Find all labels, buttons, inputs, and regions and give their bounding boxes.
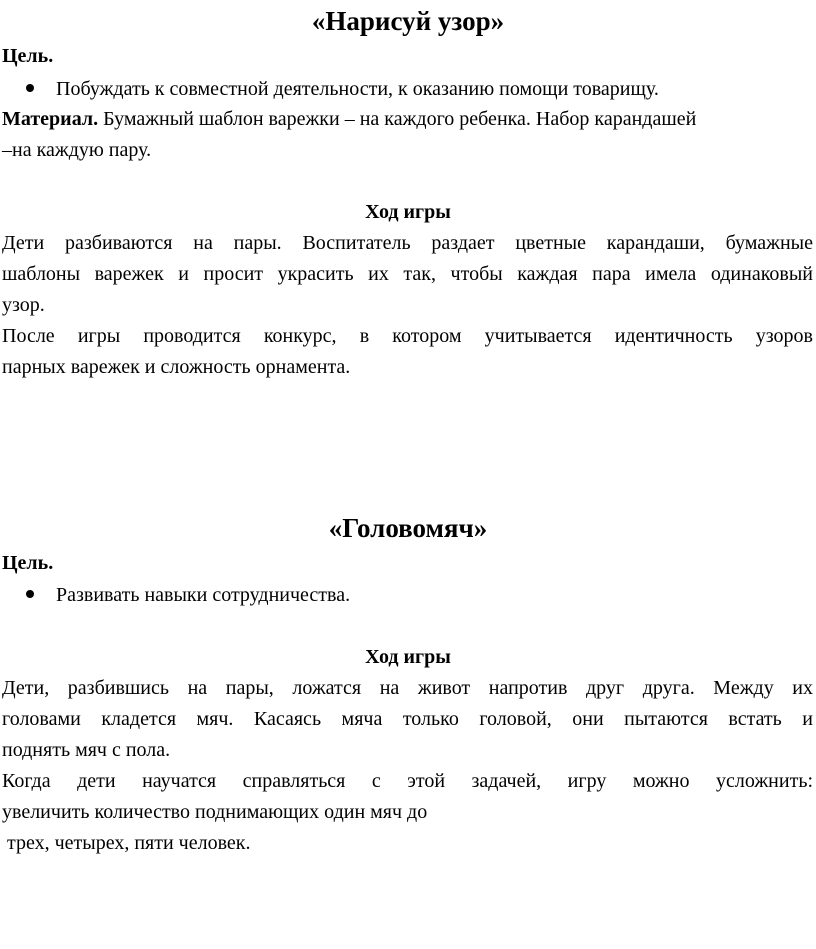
game1-paragraph-2 bbox=[2, 321, 813, 383]
game1-material-text-line1: Бумажный шаблон варежки – на каждого ребенка. Набор карандашей bbox=[98, 108, 697, 130]
game1-p2-line2: парных варежек и сложность орнамента. bbox=[2, 356, 351, 378]
bullet-icon bbox=[26, 590, 34, 598]
game2-p2-line3: трех, четырех, пяти человек. bbox=[2, 832, 251, 854]
game1-p1-line1: Дети разбиваются на пары. Воспитатель раздает цветные карандаши, бумажные bbox=[2, 232, 813, 254]
game2-p2-line2: увеличить количество поднимающих один мяч до bbox=[2, 801, 428, 823]
game1-goal-text: Побуждать к совместной деятельности, к оказанию помощи товарищу. bbox=[56, 78, 659, 100]
game1-paragraph-1 bbox=[2, 228, 813, 321]
game1-material bbox=[2, 104, 813, 166]
game1-p1-line2: шаблоны варежек и просит украсить их так, чтобы каждая пара имела одинаковый bbox=[2, 263, 813, 285]
game2-goal-label: Цель. bbox=[2, 552, 54, 574]
bullet-icon bbox=[26, 84, 34, 92]
game2-title: «Головомяч» bbox=[328, 513, 488, 543]
game2-progress-heading: Ход игры bbox=[365, 646, 451, 668]
game2-goal-text: Развивать навыки сотрудничества. bbox=[56, 584, 351, 606]
game2-goal-item bbox=[26, 583, 350, 607]
game1-material-text-line2: –на каждую пару. bbox=[2, 139, 152, 161]
game1-goal-item bbox=[26, 77, 659, 101]
game2-paragraph-2 bbox=[2, 766, 813, 859]
game1-p1-line3: узор. bbox=[2, 294, 45, 316]
game1-material-label: Материал. bbox=[2, 108, 99, 130]
game2-p2-line1: Когда дети научатся справляться с этой задачей, игру можно усложнить: bbox=[2, 770, 813, 792]
game1-goal-label: Цель. bbox=[2, 45, 54, 67]
game2-p1-line1: Дети, разбившись на пары, ложатся на живот напротив друг друга. Между их bbox=[2, 677, 813, 699]
game1-title: «Нарисуй узор» bbox=[311, 6, 505, 36]
game2-p1-line2: головами кладется мяч. Касаясь мяча только головой, они пытаются встать и bbox=[2, 708, 813, 730]
game1-progress-heading: Ход игры bbox=[365, 201, 451, 223]
game2-paragraph-1 bbox=[2, 673, 813, 766]
game2-p1-line3: поднять мяч с пола. bbox=[2, 739, 171, 761]
game1-p2-line1: После игры проводится конкурс, в котором учитывается идентичность узоров bbox=[2, 325, 813, 347]
